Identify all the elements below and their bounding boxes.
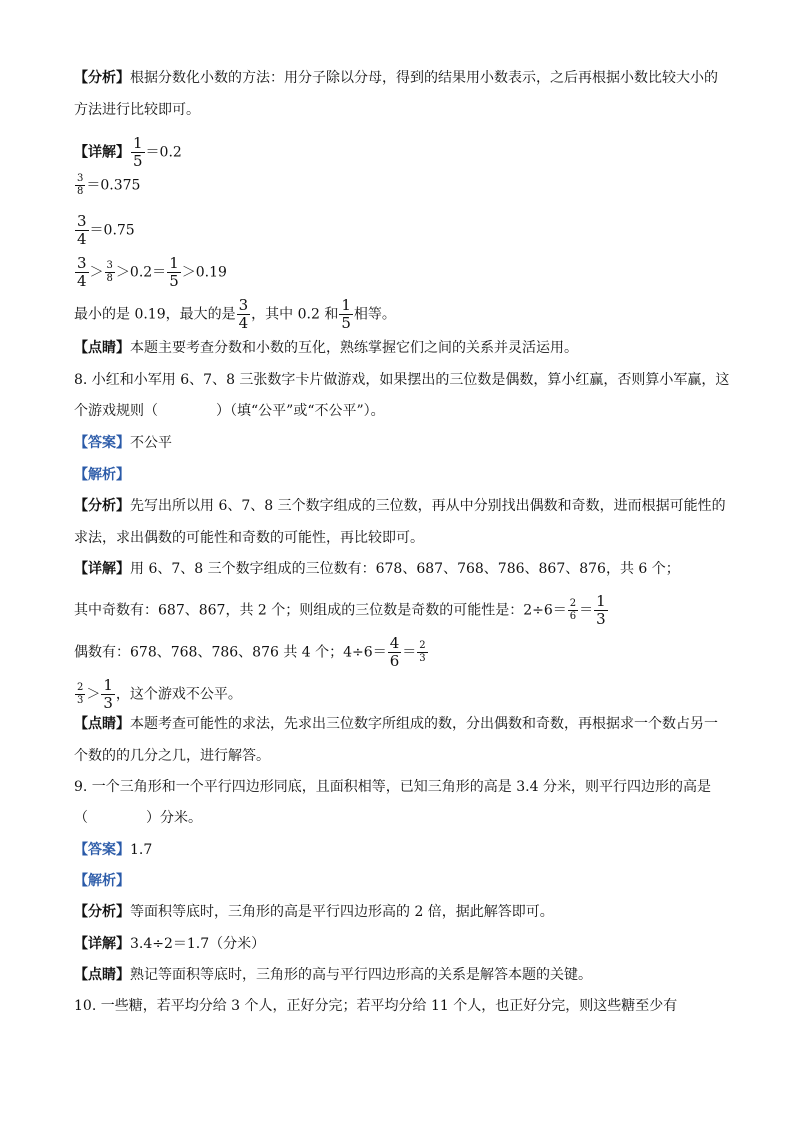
fraction: $\frac{2}{3}$	[419, 640, 426, 664]
fraction: $\frac{3}{8}$	[106, 260, 113, 284]
q8-detail-compare: $\frac{2}{3}$ ＞ $\frac{1}{3}$ ，这个游戏不公平。	[77, 676, 242, 712]
fraction: $\frac{1}{3}$	[596, 592, 606, 628]
q8-analysis-line-2: 求法，求出偶数的可能性和奇数的可能性，再比较即可。	[74, 530, 424, 546]
q10-question-line-1: 10. 一些糖，若平均分给 3 个人，正好分完；若平均分给 11 个人，也正好分完，则这些糖至少有	[74, 998, 678, 1014]
q9-comment: 【点睛】熟记等面积等底时，三角形的高与平行四边形高的关系是解答本题的关键。	[74, 967, 592, 983]
q7-detail-eq1: 【详解】 $\frac{1}{5}$ ＝0.2	[74, 134, 182, 170]
q9-question-line-1: 9. 一个三角形和一个平行四边形同底，且面积相等，已知三角形的高是 3.4 分米，则平行四边形的高是	[74, 779, 711, 795]
q7-detail-eq3: $\frac{3}{4}$ ＝0.75	[77, 212, 135, 248]
detail-label: 【详解】	[74, 561, 130, 577]
q8-detail-odd: 其中奇数有：687、867，共 2 个；则组成的三位数是奇数的可能性是：2÷6＝ $\frac{2}{6}$ ＝ $\frac{1}{3}$	[74, 592, 606, 628]
comment-label: 【点睛】	[74, 340, 130, 356]
fraction: $\frac{1}{3}$	[103, 676, 113, 712]
answer-label: 【答案】	[74, 435, 130, 451]
detail-label: 【详解】	[74, 144, 130, 161]
fraction: $\frac{3}{4}$	[77, 212, 87, 248]
q7-result: 最小的是 0.19，最大的是 $\frac{3}{4}$ ，其中 0.2 和 $\frac{1}{5}$ 相等。	[74, 296, 396, 332]
detail-label: 【详解】	[74, 936, 130, 952]
q8-comment-line-2: 个数的的几分之几，进行解答。	[74, 748, 270, 764]
analysis-label: 【分析】	[74, 70, 130, 86]
q7-detail-eq4: $\frac{3}{4}$ ＞ $\frac{3}{8}$ ＞0.2＝ $\frac{1}{5}$ ＞0.19	[77, 254, 227, 290]
q8-solution-heading	[74, 465, 130, 485]
q7-detail-eq2: $\frac{3}{8}$ ＝0.375	[77, 173, 141, 197]
solution-label: 【解析】	[74, 873, 130, 889]
fraction: $\frac{1}{5}$	[133, 134, 143, 170]
q9-answer: 【答案】1.7	[74, 842, 153, 858]
fraction: $\frac{2}{6}$	[569, 598, 577, 622]
analysis-label: 【分析】	[74, 498, 130, 514]
fraction: $\frac{3}{8}$	[77, 173, 84, 197]
q9-detail: 【详解】3.4÷2＝1.7（分米）	[74, 936, 266, 952]
solution-label: 【解析】	[74, 467, 130, 483]
q9-question-line-2: （ ）分米。	[74, 810, 202, 826]
answer-label: 【答案】	[74, 842, 130, 858]
q8-detail-line-1: 【详解】用 6、7、8 三个数字组成的三位数有：678、687、768、786、867、876，共 6 个；	[74, 561, 680, 577]
fraction: $\frac{1}{5}$	[169, 254, 179, 290]
q8-comment-line-1: 【点睛】本题考查可能性的求法，先求出三位数字所组成的数，分出偶数和奇数，再根据求一个数占另一	[74, 716, 718, 732]
fraction: $\frac{3}{4}$	[238, 296, 249, 332]
q8-question-line-1: 8. 小红和小军用 6、7、8 三张数字卡片做游戏，如果摆出的三位数是偶数，算小红赢，否则算小军赢，这	[74, 372, 730, 388]
q7-comment: 【点睛】本题主要考查分数和小数的互化，熟练掌握它们之间的关系并灵活运用。	[74, 340, 578, 356]
fraction: $\frac{3}{4}$	[77, 254, 87, 290]
q8-answer: 【答案】不公平	[74, 435, 172, 451]
fraction: $\frac{2}{3}$	[77, 682, 84, 706]
q7-analysis-line-2: 方法进行比较即可。	[74, 102, 200, 118]
q9-analysis: 【分析】等面积等底时，三角形的高是平行四边形高的 2 倍，据此解答即可。	[74, 904, 554, 920]
q8-detail-even: 偶数有：678、768、786、876 共 4 个；4÷6＝ $\frac{4}{6}$ ＝ $\frac{2}{3}$	[74, 634, 426, 670]
q7-analysis-line-1: 【分析】根据分数化小数的方法：用分子除以分母，得到的结果用小数表示，之后再根据小数比较大小的	[74, 70, 718, 86]
q8-analysis-line-1: 【分析】先写出所以用 6、7、8 三个数字组成的三位数，再从中分别找出偶数和奇数，进而根据可能性的	[74, 498, 726, 514]
fraction: $\frac{4}{6}$	[389, 634, 400, 670]
comment-label: 【点睛】	[74, 967, 130, 983]
comment-label: 【点睛】	[74, 716, 130, 732]
analysis-label: 【分析】	[74, 904, 130, 920]
q8-question-line-2: 个游戏规则（ ）（填“公平”或“不公平”）。	[74, 403, 385, 419]
fraction: $\frac{1}{5}$	[341, 296, 351, 332]
q9-solution-heading	[74, 871, 130, 891]
